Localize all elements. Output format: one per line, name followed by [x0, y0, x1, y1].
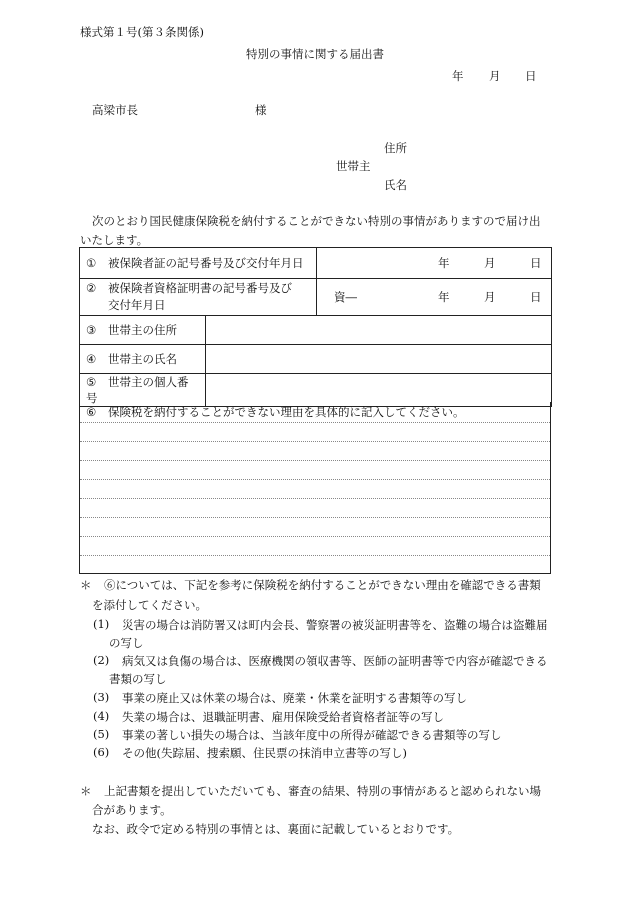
row3-label: 世帯主の住所	[108, 323, 177, 337]
row2-label-line1: 被保険者資格証明書の記号番号及び	[108, 281, 292, 295]
note-item-6-line1: その他(失踪届、捜索願、住民票の抹消申立書等の写し)	[122, 746, 407, 760]
row6-label: 保険税を納付することができない理由を具体的に記入してください。	[108, 405, 465, 419]
row1-day: 日	[530, 256, 542, 270]
note2-line1: 上記書類を提出していただいても、審査の結果、特別の事情があると認められない場	[104, 784, 541, 798]
reason-ruled-line	[80, 422, 550, 423]
row4-value-cell[interactable]	[206, 345, 552, 374]
row2-month: 月	[484, 290, 496, 304]
row4-label-cell	[80, 345, 206, 374]
reason-box[interactable]	[79, 402, 551, 574]
date-year-label: 年	[452, 69, 464, 83]
addressee-honorific: 様	[255, 103, 267, 117]
table-row	[80, 248, 552, 279]
row2-value-cell[interactable]	[317, 279, 552, 316]
row5-label: 世帯主の個人番号	[86, 375, 189, 405]
note-item-5-line1: 事業の著しい損失の場合は、当該年度中の所得が確認できる書類等の写し	[122, 728, 502, 742]
reason-ruled-line	[80, 555, 550, 556]
row2-year: 年	[438, 290, 450, 304]
table-row	[80, 345, 552, 374]
note-item-4-line1: 失業の場合は、退職証明書、雇用保険受給者資格者証等の写し	[122, 710, 444, 724]
reason-ruled-line	[80, 536, 550, 537]
row1-value-cell[interactable]	[317, 248, 552, 279]
note2-star: ＊	[80, 784, 92, 798]
note-item-1-line2: の写し	[109, 636, 144, 650]
application-table	[79, 247, 552, 407]
note-item-3-number: (3)	[93, 690, 110, 704]
address-label: 住所	[384, 141, 407, 155]
row2-prefix: 資―	[334, 290, 357, 304]
row1-year: 年	[438, 256, 450, 270]
row1-label: 被保険者証の記号番号及び交付年月日	[108, 256, 304, 270]
reason-ruled-line	[80, 441, 550, 442]
row6-label-line	[86, 404, 465, 420]
note-item-5-number: (5)	[93, 727, 110, 741]
row4-label: 世帯主の氏名	[108, 352, 177, 366]
row1-label-cell	[80, 248, 317, 279]
note2-line2: 合があります。	[92, 803, 172, 817]
reason-ruled-line	[80, 479, 550, 480]
reason-ruled-line	[80, 460, 550, 461]
document-title: 特別の事情に関する届出書	[246, 47, 384, 61]
addressee-mayor: 高梁市長	[92, 103, 138, 117]
reason-ruled-line	[80, 498, 550, 499]
row5-number: ⑤	[86, 375, 97, 389]
note-item-6-number: (6)	[93, 745, 110, 759]
row2-day: 日	[530, 290, 542, 304]
note1-line2: を添付してください。	[92, 598, 207, 612]
note-item-2-line1: 病気又は負傷の場合は、医療機関の領収書等、医師の証明書等で内容が確認できる	[122, 654, 548, 668]
row3-number: ③	[86, 323, 97, 337]
note1-star: ＊	[80, 578, 92, 592]
row4-number: ④	[86, 352, 97, 366]
note-item-2-number: (2)	[93, 653, 110, 667]
note-item-2-line2: 書類の写し	[109, 672, 167, 686]
note-item-1-number: (1)	[93, 617, 110, 631]
note2-line3: なお、政令で定める特別の事情とは、裏面に記載しているとおりです。	[92, 822, 460, 836]
row2-label-line2: 交付年月日	[108, 298, 166, 312]
intro-line-2: いたします。	[80, 233, 149, 247]
household-head-label: 世帯主	[336, 159, 371, 173]
table-row	[80, 279, 552, 316]
date-month-label: 月	[489, 69, 501, 83]
intro-line-1: 次のとおり国民健康保険税を納付することができない特別の事情がありますので届け出	[92, 214, 541, 228]
form-number: 様式第１号(第３条関係)	[80, 25, 204, 39]
row2-number: ②	[86, 281, 97, 295]
date-day-label: 日	[525, 69, 537, 83]
note-item-1-line1: 災害の場合は消防署又は町内会長、警察署の被災証明書等を、盗難の場合は盗難届	[122, 618, 548, 632]
row3-label-cell	[80, 316, 206, 345]
row3-value-cell[interactable]	[206, 316, 552, 345]
row2-label-cell	[80, 279, 317, 316]
reason-ruled-line	[80, 517, 550, 518]
row1-month: 月	[484, 256, 496, 270]
row6-number: ⑥	[86, 405, 97, 419]
table-row	[80, 316, 552, 345]
name-label: 氏名	[384, 178, 407, 192]
note1-line1: ⑥については、下記を参考に保険税を納付することができない理由を確認できる書類	[104, 578, 541, 592]
note-item-3-line1: 事業の廃止又は休業の場合は、廃業・休業を証明する書類等の写し	[122, 691, 467, 705]
note-item-4-number: (4)	[93, 709, 110, 723]
row1-number: ①	[86, 256, 97, 270]
